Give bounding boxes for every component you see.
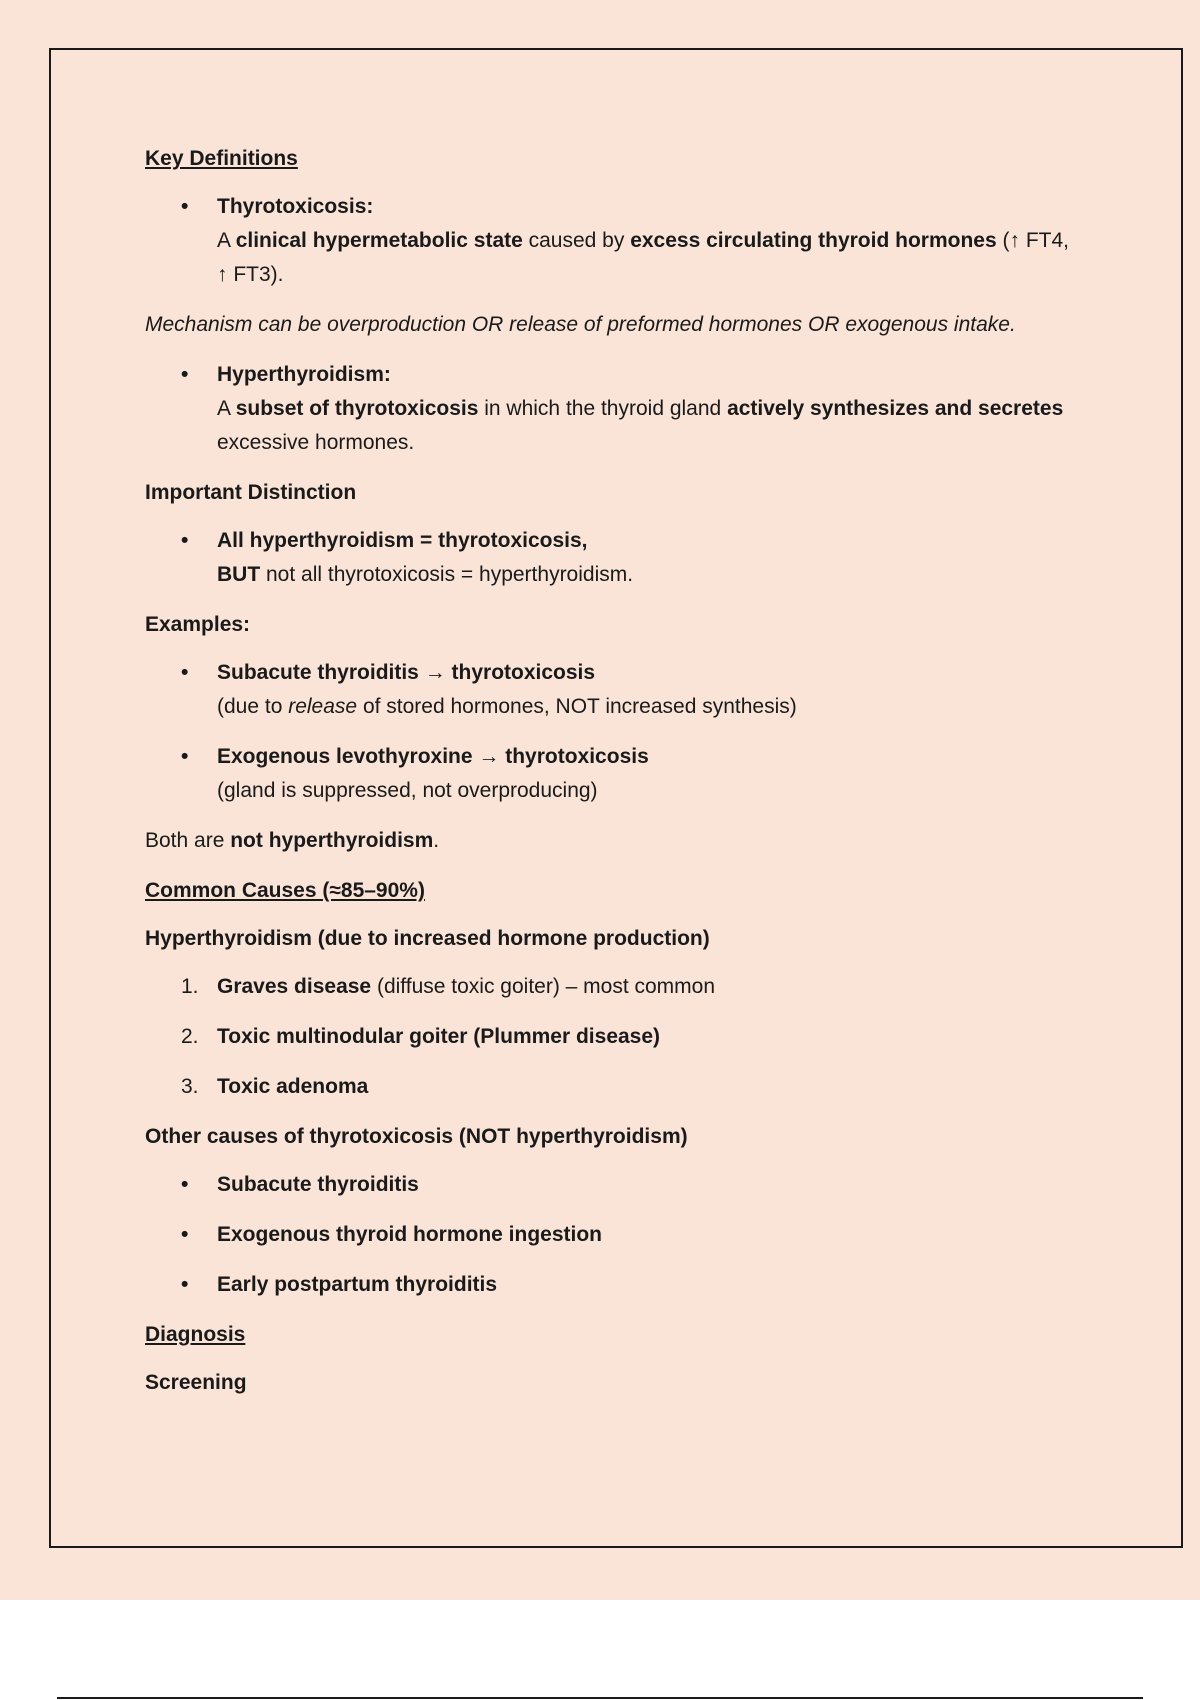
list-item-hyperthyroidism <box>145 358 1095 460</box>
bullet-icon: • <box>181 745 189 768</box>
heading-diagnosis: Diagnosis <box>145 1323 246 1346</box>
heading-key-definitions: Key Definitions <box>145 147 298 170</box>
list-item-thyrotoxicosis <box>145 190 1095 292</box>
definition-hyperthyroidism: A subset of thyrotoxicosis in which the thyroid gland actively synthesizes and secretes excessive hormones. <box>217 397 1064 454</box>
list-item-example-subacute: • Subacute thyroiditis → thyrotoxicosis (due to release of stored hormones, NOT increased synthesis) <box>145 656 1095 724</box>
both-note: Both are not hyperthyroidism. <box>145 829 440 852</box>
bullet-icon: • <box>181 1223 189 1246</box>
list-item-distinction: • All hyperthyroidism = thyrotoxicosis, BUT not all thyrotoxicosis = hyperthyroidism. <box>145 524 1095 592</box>
numbered-item: 2. Toxic multinodular goiter (Plummer disease) <box>181 1025 661 1048</box>
document-body <box>145 142 1095 1414</box>
bullet-icon: • <box>181 363 189 386</box>
heading-screening: Screening <box>145 1371 247 1394</box>
numbered-item: 3. Toxic adenoma <box>181 1075 369 1098</box>
list-item-example-levothyroxine: • Exogenous levothyroxine → thyrotoxicosis (gland is suppressed, not overproducing) <box>145 740 1095 808</box>
bullet-icon: • <box>181 1173 189 1196</box>
heading-important-distinction: Important Distinction <box>145 481 357 504</box>
term-hyperthyroidism: Hyperthyroidism: <box>217 363 391 386</box>
numbered-item: 1. Graves disease (diffuse toxic goiter) – most common <box>181 975 716 998</box>
bullet-icon: • <box>181 195 189 218</box>
bullet-icon: • <box>181 661 189 684</box>
heading-other-causes: Other causes of thyrotoxicosis (NOT hyperthyroidism) <box>145 1125 688 1148</box>
list-item: • Subacute thyroiditis <box>145 1168 1095 1202</box>
bottom-rule <box>57 1697 1143 1699</box>
list-item: • Early postpartum thyroiditis <box>145 1268 1095 1302</box>
bullet-icon: • <box>181 529 189 552</box>
heading-hyperthyroidism-causes: Hyperthyroidism (due to increased hormone production) <box>145 927 710 950</box>
list-item: • Exogenous thyroid hormone ingestion <box>145 1218 1095 1252</box>
heading-examples: Examples: <box>145 613 251 636</box>
mechanism-note: Mechanism can be overproduction OR release of preformed hormones OR exogenous intake. <box>145 313 1016 336</box>
bullet-icon: • <box>181 1273 189 1296</box>
term-thyrotoxicosis: Thyrotoxicosis: <box>217 195 374 218</box>
heading-common-causes: Common Causes (≈85–90%) <box>145 879 425 902</box>
definition-thyrotoxicosis: A clinical hypermetabolic state caused by excess circulating thyroid hormones (↑ FT4, ↑ FT3). <box>217 229 1069 286</box>
